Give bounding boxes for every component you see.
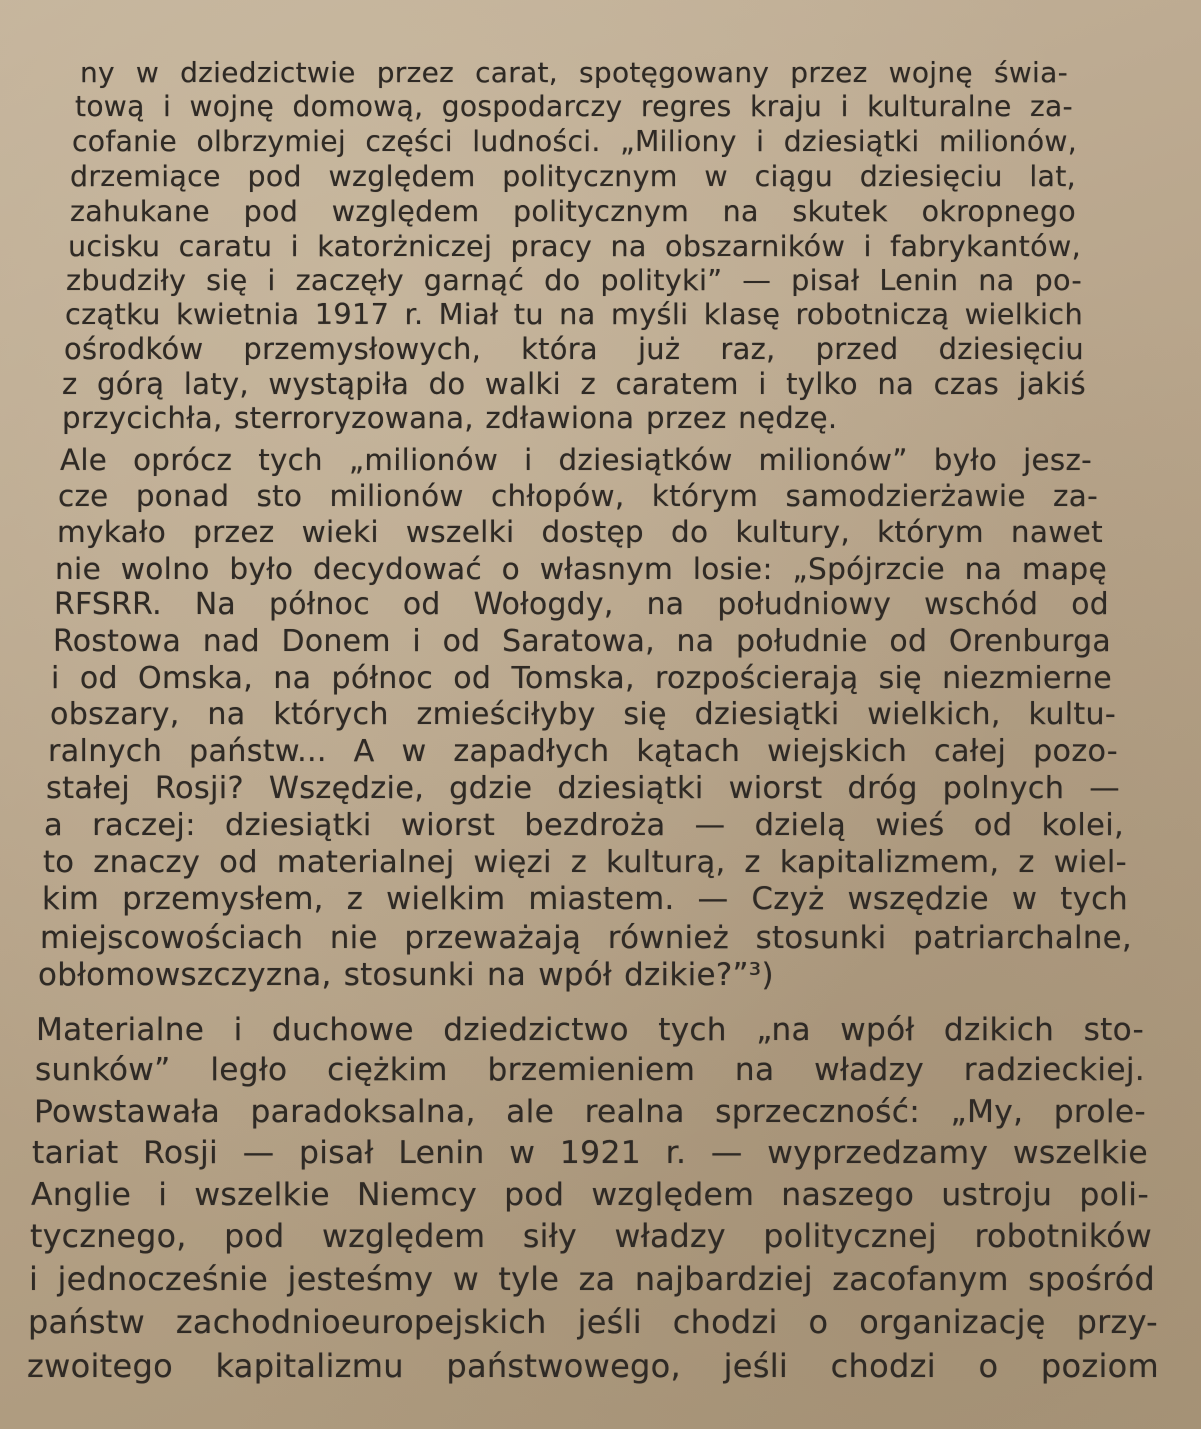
text-line: cofanie olbrzymiej części ludności. „Miliony i dziesiątki milionów,	[72, 125, 1077, 158]
text-line: i od Omska, na północ od Tomska, rozpościerają się niezmierne	[51, 661, 1112, 696]
text-line: i jednocześnie jesteśmy w tyle za najbardziej zacofanym spośród	[29, 1261, 1155, 1298]
text-line: zahukane pod względem politycznym na skutek okropnego	[70, 195, 1076, 228]
text-line: Materialne i duchowe dziedzictwo tych „na wpół dzikich sto-	[36, 1012, 1144, 1048]
text-line: ny w dziedzictwie przez carat, spotęgowany przez wojnę świa-	[80, 56, 1068, 89]
text-line: zwoitego kapitalizmu państwowego, jeśli chodzi o poziom	[27, 1347, 1159, 1385]
text-line: kim przemysłem, z wielkim miastem. — Czyż wszędzie w tych	[42, 882, 1128, 917]
text-line: czątku kwietnia 1917 r. Miał tu na myśli klasę robotniczą wielkich	[65, 297, 1083, 331]
text-line: sunków” legło ciężkim brzemieniem na władzy radzieckiej.	[35, 1052, 1145, 1088]
text-line: tariat Rosji — pisał Lenin w 1921 r. — wyprzedzamy wszelkie	[32, 1135, 1148, 1171]
text-line: stałej Rosji? Wszędzie, gdzie dziesiątki wiorst dróg polnych —	[46, 771, 1120, 806]
text-line: Ale oprócz tych „milionów i dziesiątków milionów” było jesz-	[60, 443, 1092, 477]
text-line: Anglie i wszelkie Niemcy pod względem naszego ustroju poli-	[31, 1177, 1149, 1213]
text-line: ralnych państw... A w zapadłych kątach wiejskich całej pozo-	[48, 734, 1118, 769]
text-line: cze ponad sto milionów chłopów, którym samodzierżawie za-	[58, 479, 1098, 513]
text-line: a raczej: dziesiątki wiorst bezdroża — dzielą wieś od kolei,	[44, 808, 1124, 843]
text-line: Powstawała paradoksalna, ale realna sprzeczność: „My, prole-	[34, 1094, 1146, 1130]
text-line: to znaczy od materialnej więzi z kulturą, z kapitalizmem, z wiel-	[43, 845, 1127, 880]
text-line: RFSRR. Na północ od Wołogdy, na południowy wschód od	[54, 587, 1109, 622]
text-line: Rostowa nad Donem i od Saratowa, na południe od Orenburga	[53, 624, 1111, 659]
text-line: ucisku caratu i katorżniczej pracy na obszarników i fabrykantów,	[68, 229, 1081, 263]
text-line: ośrodków przemysłowych, która już raz, przed dziesięciu	[64, 332, 1084, 366]
text-line: obszary, na których zmieściłyby się dziesiątki wielkich, kultu-	[50, 697, 1116, 732]
text-line: zbudziły się i zaczęły garnąć do polityki” — pisał Lenin na po-	[66, 263, 1082, 297]
text-line: nie wolno było decydować o własnym losie: „Spójrzcie na mapę	[55, 552, 1107, 586]
text-line: tycznego, pod względem siły władzy politycznej robotników	[30, 1219, 1152, 1255]
text-line: mykało przez wieki wszelki dostęp do kultury, którym nawet	[57, 515, 1103, 549]
text-line: miejscowościach nie przeważają również stosunki patriarchalne,	[40, 920, 1132, 956]
text-line: przycichła, sterroryzowana, zdławiona przez nędzę.	[62, 401, 838, 435]
text-line: drzemiące pod względem politycznym w ciągu dziesięciu lat,	[70, 160, 1076, 193]
text-line: z górą laty, wystąpiła do walki z caratem i tylko na czas jakiś	[62, 367, 1086, 401]
text-line: obłomowszczyzna, stosunki na wpół dzikie?”³)	[38, 957, 774, 993]
text-line: państw zachodnioeuropejskich jeśli chodzi o organizację przy-	[28, 1303, 1158, 1341]
text-line: tową i wojnę domową, gospodarczy regres kraju i kulturalne za-	[75, 90, 1073, 123]
